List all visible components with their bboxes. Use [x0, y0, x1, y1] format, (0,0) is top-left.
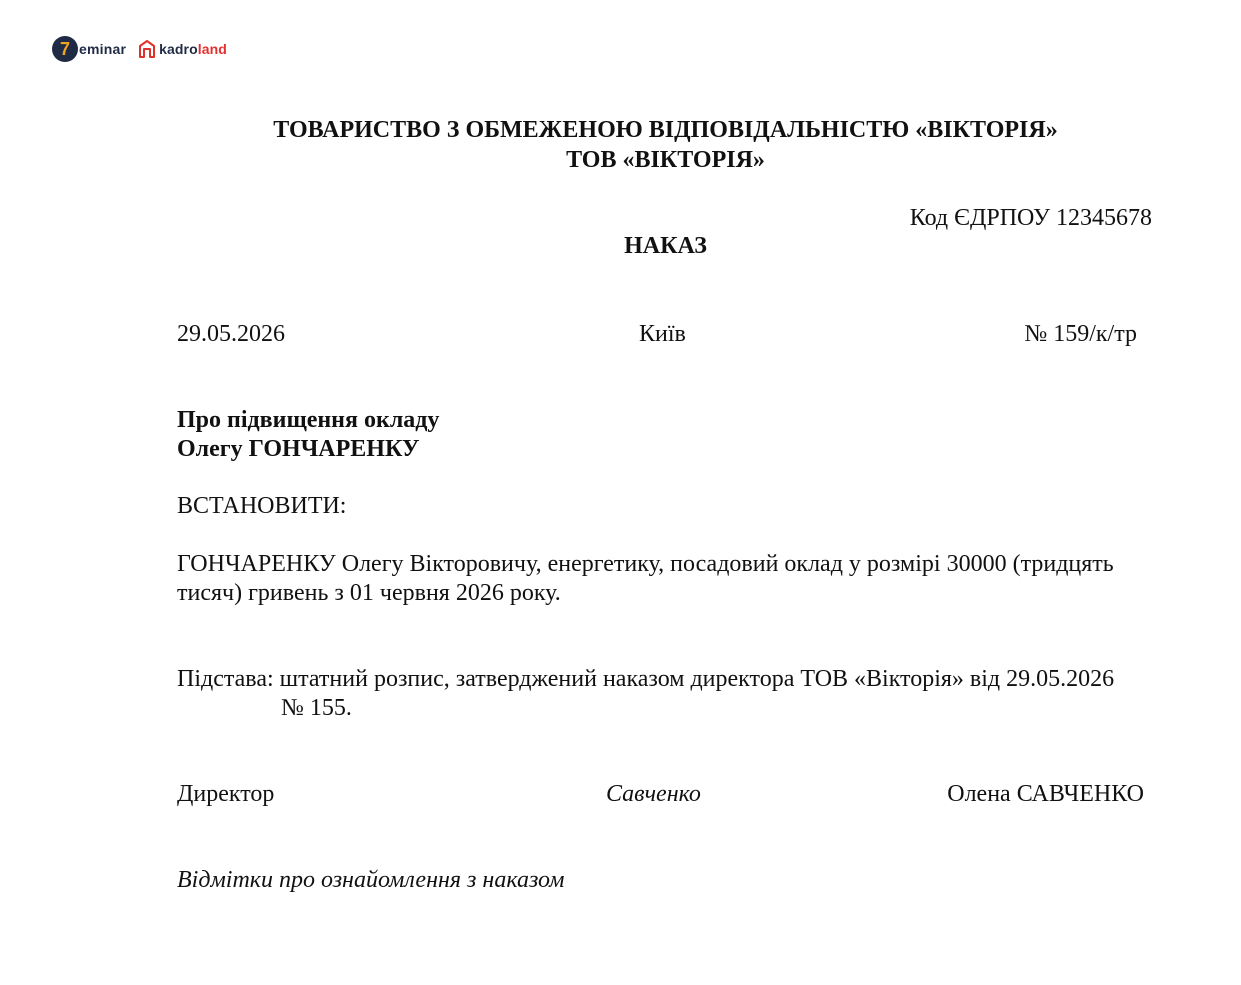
- order-number: № 159/к/тр: [1024, 321, 1137, 347]
- directive-heading: ВСТАНОВИТИ:: [177, 493, 347, 519]
- kadroland-logo: [138, 39, 227, 59]
- signature: Савченко: [606, 781, 701, 807]
- order-date: 29.05.2026: [177, 321, 285, 347]
- seminar-logo-text: eminar: [79, 41, 127, 57]
- document-type-title: НАКАЗ: [624, 233, 707, 259]
- kadroland-house-icon: [138, 39, 156, 59]
- order-city: Київ: [639, 321, 686, 347]
- body-paragraph-line-2: тисяч) гривень з 01 червня 2026 року.: [177, 580, 561, 606]
- acknowledgement-note: Відмітки про ознайомлення з наказом: [177, 867, 565, 893]
- edrpou-code: Код ЄДРПОУ 12345678: [909, 205, 1152, 231]
- seminar-logo-icon: [52, 36, 78, 62]
- company-full-name: ТОВАРИСТВО З ОБМЕЖЕНОЮ ВІДПОВІДАЛЬНІСТЮ «ВІКТОРІЯ»: [273, 117, 1058, 143]
- body-paragraph-line-1: ГОНЧАРЕНКУ Олегу Вікторовичу, енергетику, посадовий оклад у розмірі 30000 (тридцять: [177, 551, 1114, 577]
- signatory-position: Директор: [177, 781, 275, 807]
- subject-line-1: Про підвищення окладу: [177, 407, 440, 433]
- header-logos: [52, 35, 227, 63]
- seminar-logo-digit: 7: [59, 38, 70, 59]
- basis-line-2: № 155.: [281, 695, 352, 721]
- signatory-name: Олена САВЧЕНКО: [947, 781, 1144, 807]
- kadroland-logo-text-part2: land: [197, 41, 227, 57]
- seminar-logo: [52, 36, 126, 62]
- kadroland-logo-text: [159, 41, 227, 57]
- kadroland-logo-text-part1: kadro: [159, 41, 198, 57]
- basis-line-1: Підстава: штатний розпис, затверджений наказом директора ТОВ «Вікторія» від 29.05.2026: [177, 666, 1115, 692]
- subject-line-2: Олегу ГОНЧАРЕНКУ: [177, 436, 420, 462]
- company-short-name: ТОВ «ВІКТОРІЯ»: [566, 147, 765, 173]
